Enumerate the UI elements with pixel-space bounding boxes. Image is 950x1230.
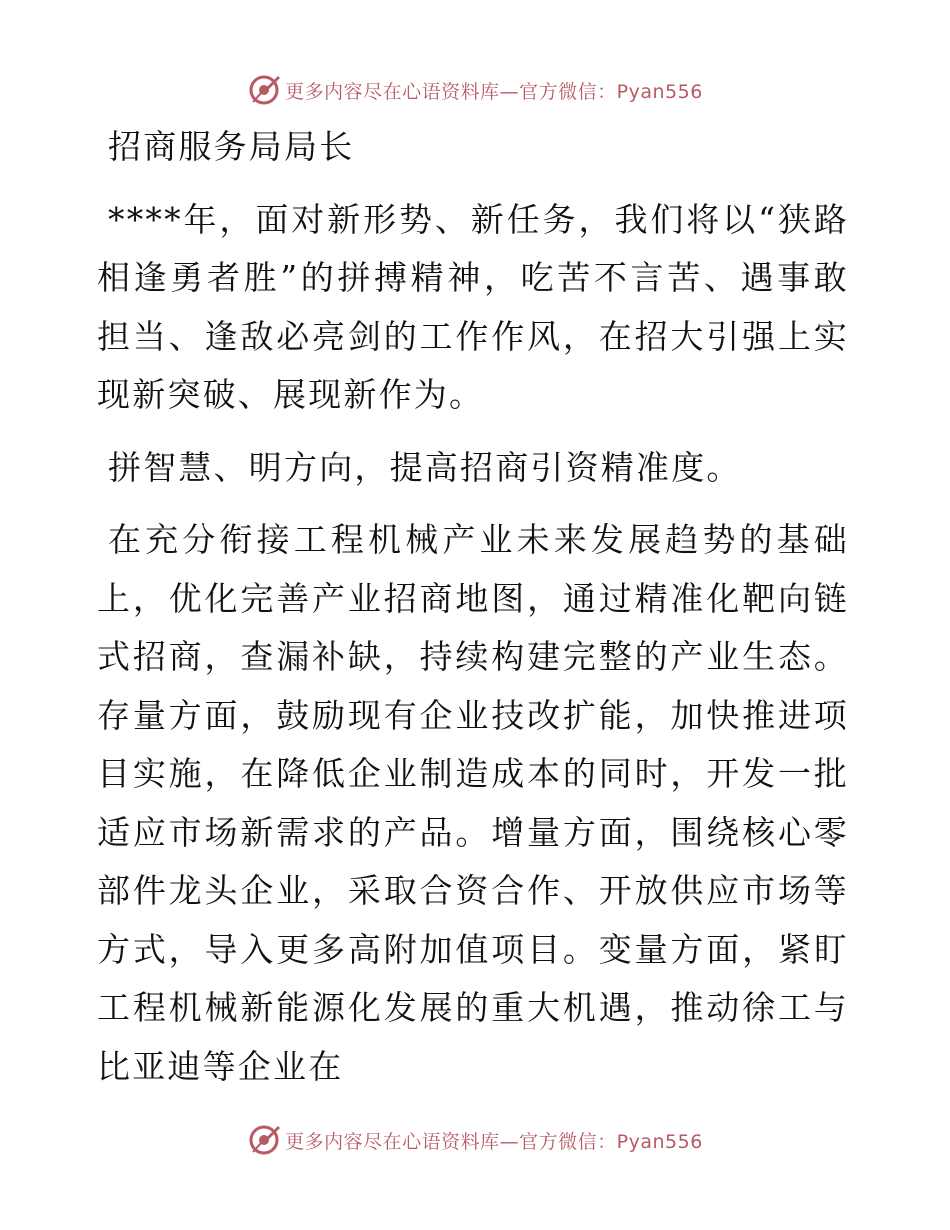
paragraph-body: 在充分衔接工程机械产业未来发展趋势的基础上，优化完善产业招商地图，通过精准化靶向链式招商，查漏补缺，持续构建完整的产业生态。存量方面，鼓励现有企业技改扩能，加快推进项目实施，在降低企业制造成本的同时，开发一批适应市场新需求的产品。增量方面，围绕核心零部件龙头企业，采取合资合作、开放供应市场等方式，导入更多高附加值项目。变量方面，紧盯工程机械新能源化发展的重大机遇，推动徐工与比亚迪等企业在 [97,520,849,1086]
paragraph-title: 招商服务局局长 [108,127,355,166]
header-watermark [0,70,950,110]
paragraph-intro: ****年，面对新形势、新任务，我们将以“狭路相逢勇者胜”的拼搏精神，吃苦不言苦、遇事敢担当、逢敌必亮剑的工作作风，在招大引强上实现新突破、展现新作为。 [97,199,849,414]
header-watermark-text: 更多内容尽在心语资料库—官方微信：Pyan556 [285,80,703,103]
document-body [97,118,849,1096]
pen-nib-logo-icon [247,73,281,107]
footer-watermark [0,1120,950,1160]
footer-watermark-text: 更多内容尽在心语资料库—官方微信：Pyan556 [285,1130,703,1153]
paragraph-heading: 拼智慧、明方向，提高招商引资精准度。 [108,447,742,487]
pen-nib-logo-icon [247,1123,281,1157]
